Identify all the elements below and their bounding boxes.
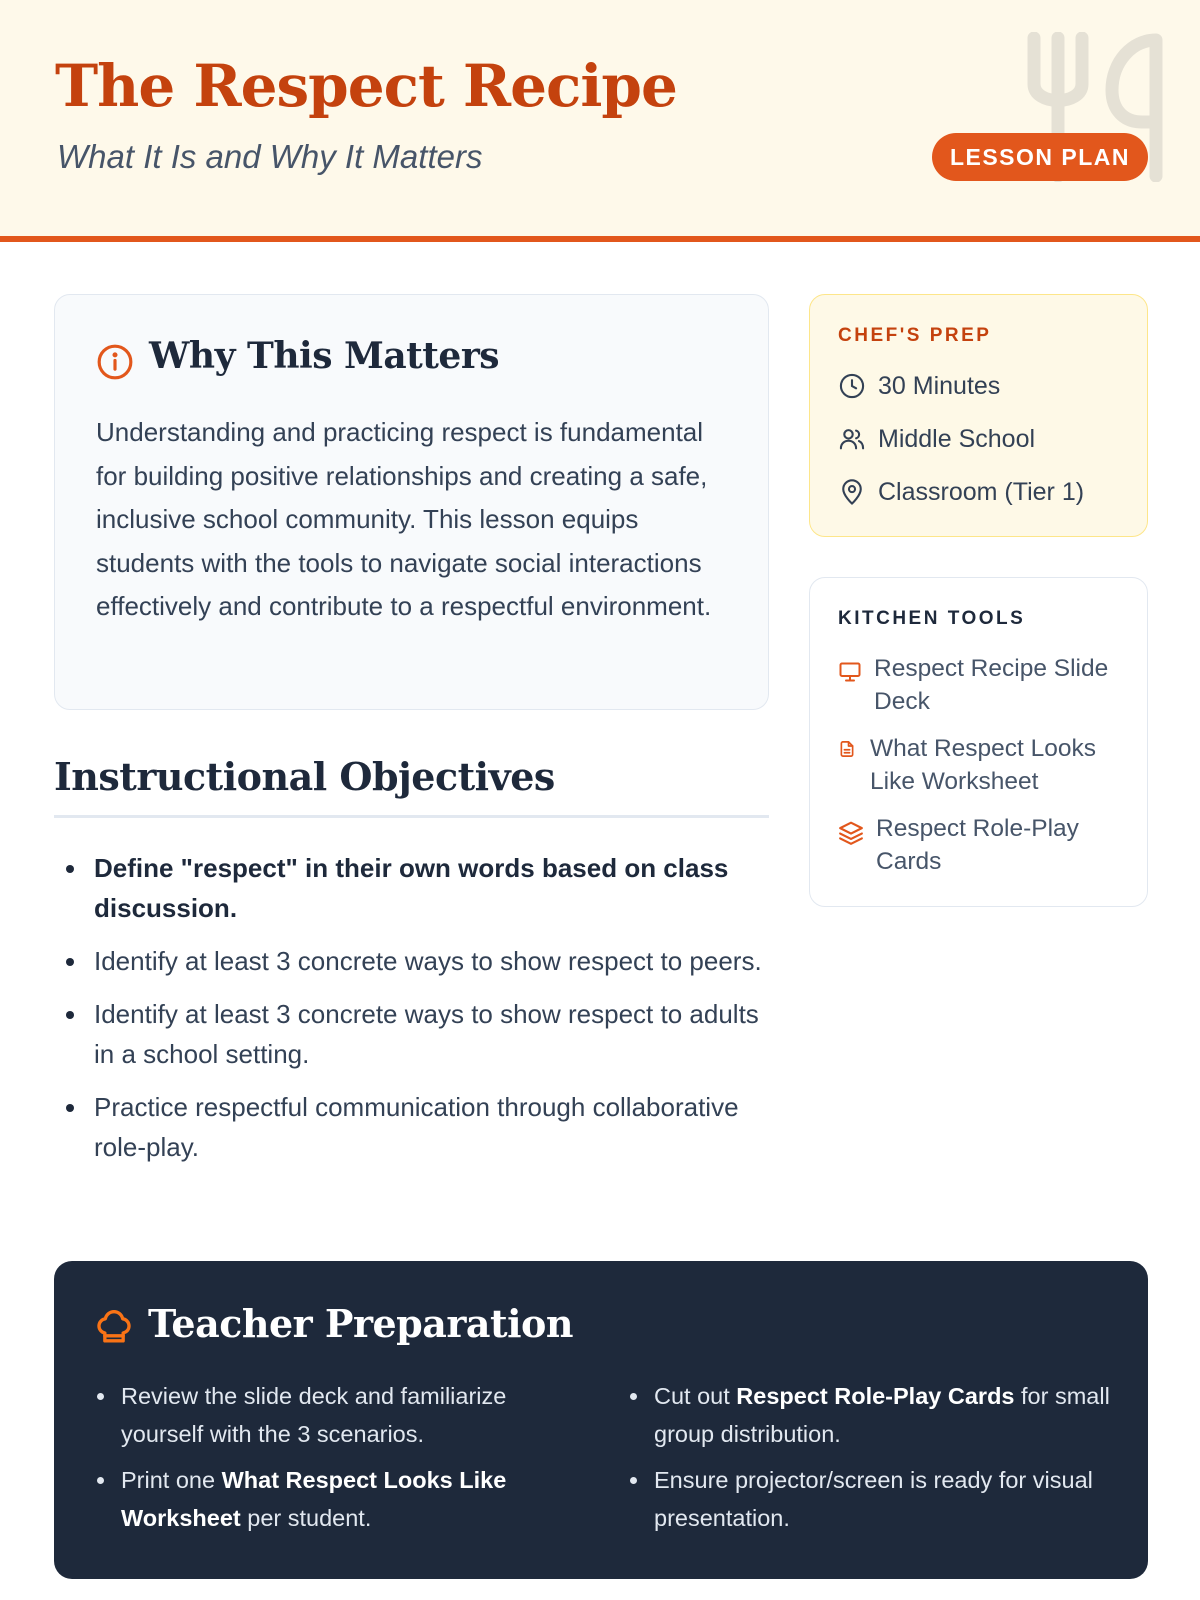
prep-audience-text: Middle School bbox=[878, 424, 1036, 453]
prep-setting-text: Classroom (Tier 1) bbox=[878, 477, 1085, 506]
why-this-matters-card bbox=[54, 294, 769, 710]
document-icon bbox=[838, 740, 856, 758]
objectives-title: Instructional Objectives bbox=[54, 754, 555, 799]
prep-duration-text: 30 Minutes bbox=[878, 371, 1001, 400]
teacher-prep-item: Cut out Respect Role-Play Cards for small group distribution. bbox=[654, 1377, 1124, 1453]
tool-worksheet[interactable] bbox=[838, 732, 1128, 798]
info-icon bbox=[96, 343, 134, 381]
chefs-prep-card bbox=[809, 294, 1148, 537]
clock-icon bbox=[838, 372, 866, 400]
kitchen-tools-card bbox=[809, 577, 1148, 907]
teacher-prep-item: Review the slide deck and familiarize yourself with the 3 scenarios. bbox=[121, 1377, 591, 1453]
location-pin-icon bbox=[838, 478, 866, 506]
tool-role-play-cards-text: Respect Role-Play Cards bbox=[876, 815, 1079, 875]
teacher-prep-item: Ensure projector/screen is ready for visual presentation. bbox=[654, 1461, 1124, 1537]
teacher-preparation-title: Teacher Preparation bbox=[148, 1301, 573, 1346]
why-text: Understanding and practicing respect is fundamental for building positive relationships and creating a safe, inclusive school community. This lesson equips students with the tools to navigate social interactions effectively and contribute to a respectful environment. bbox=[96, 417, 712, 621]
objective-item: Practice respectful communication through collaborative role-play. bbox=[94, 1087, 774, 1167]
objectives-divider bbox=[54, 815, 769, 818]
objective-item: Identify at least 3 concrete ways to show respect to adults in a school setting. bbox=[94, 994, 774, 1074]
objective-item: Identify at least 3 concrete ways to show respect to peers. bbox=[94, 941, 774, 981]
prep-duration bbox=[838, 366, 1000, 406]
page-title: The Respect Recipe bbox=[55, 52, 677, 120]
prep-setting bbox=[838, 472, 1084, 512]
presentation-icon bbox=[838, 660, 862, 684]
teacher-preparation-panel bbox=[54, 1261, 1148, 1579]
page-subtitle: What It Is and Why It Matters bbox=[57, 138, 483, 175]
tool-worksheet-text: What Respect Looks Like Worksheet bbox=[870, 735, 1097, 795]
users-icon bbox=[838, 425, 866, 453]
layers-icon bbox=[838, 820, 864, 846]
teacher-prep-list-left bbox=[121, 1377, 591, 1545]
teacher-prep-list-right bbox=[654, 1377, 1124, 1545]
kitchen-tools-label: KITCHEN TOOLS bbox=[838, 608, 1026, 629]
chefs-prep-label: CHEF'S PREP bbox=[838, 325, 992, 346]
chef-hat-icon bbox=[94, 1310, 134, 1350]
teacher-prep-item: Print one What Respect Looks Like Worksheet per student. bbox=[121, 1461, 591, 1537]
why-title: Why This Matters bbox=[149, 335, 500, 377]
tool-slide-deck-text: Respect Recipe Slide Deck bbox=[874, 655, 1109, 715]
prep-audience bbox=[838, 419, 1035, 459]
objectives-list bbox=[94, 848, 774, 1180]
objective-item: Define "respect" in their own words based on class discussion. bbox=[94, 848, 774, 928]
tool-slide-deck[interactable] bbox=[838, 652, 1128, 718]
tool-role-play-cards[interactable] bbox=[838, 812, 1128, 878]
lesson-plan-badge: LESSON PLAN bbox=[932, 133, 1148, 181]
header bbox=[0, 0, 1200, 242]
